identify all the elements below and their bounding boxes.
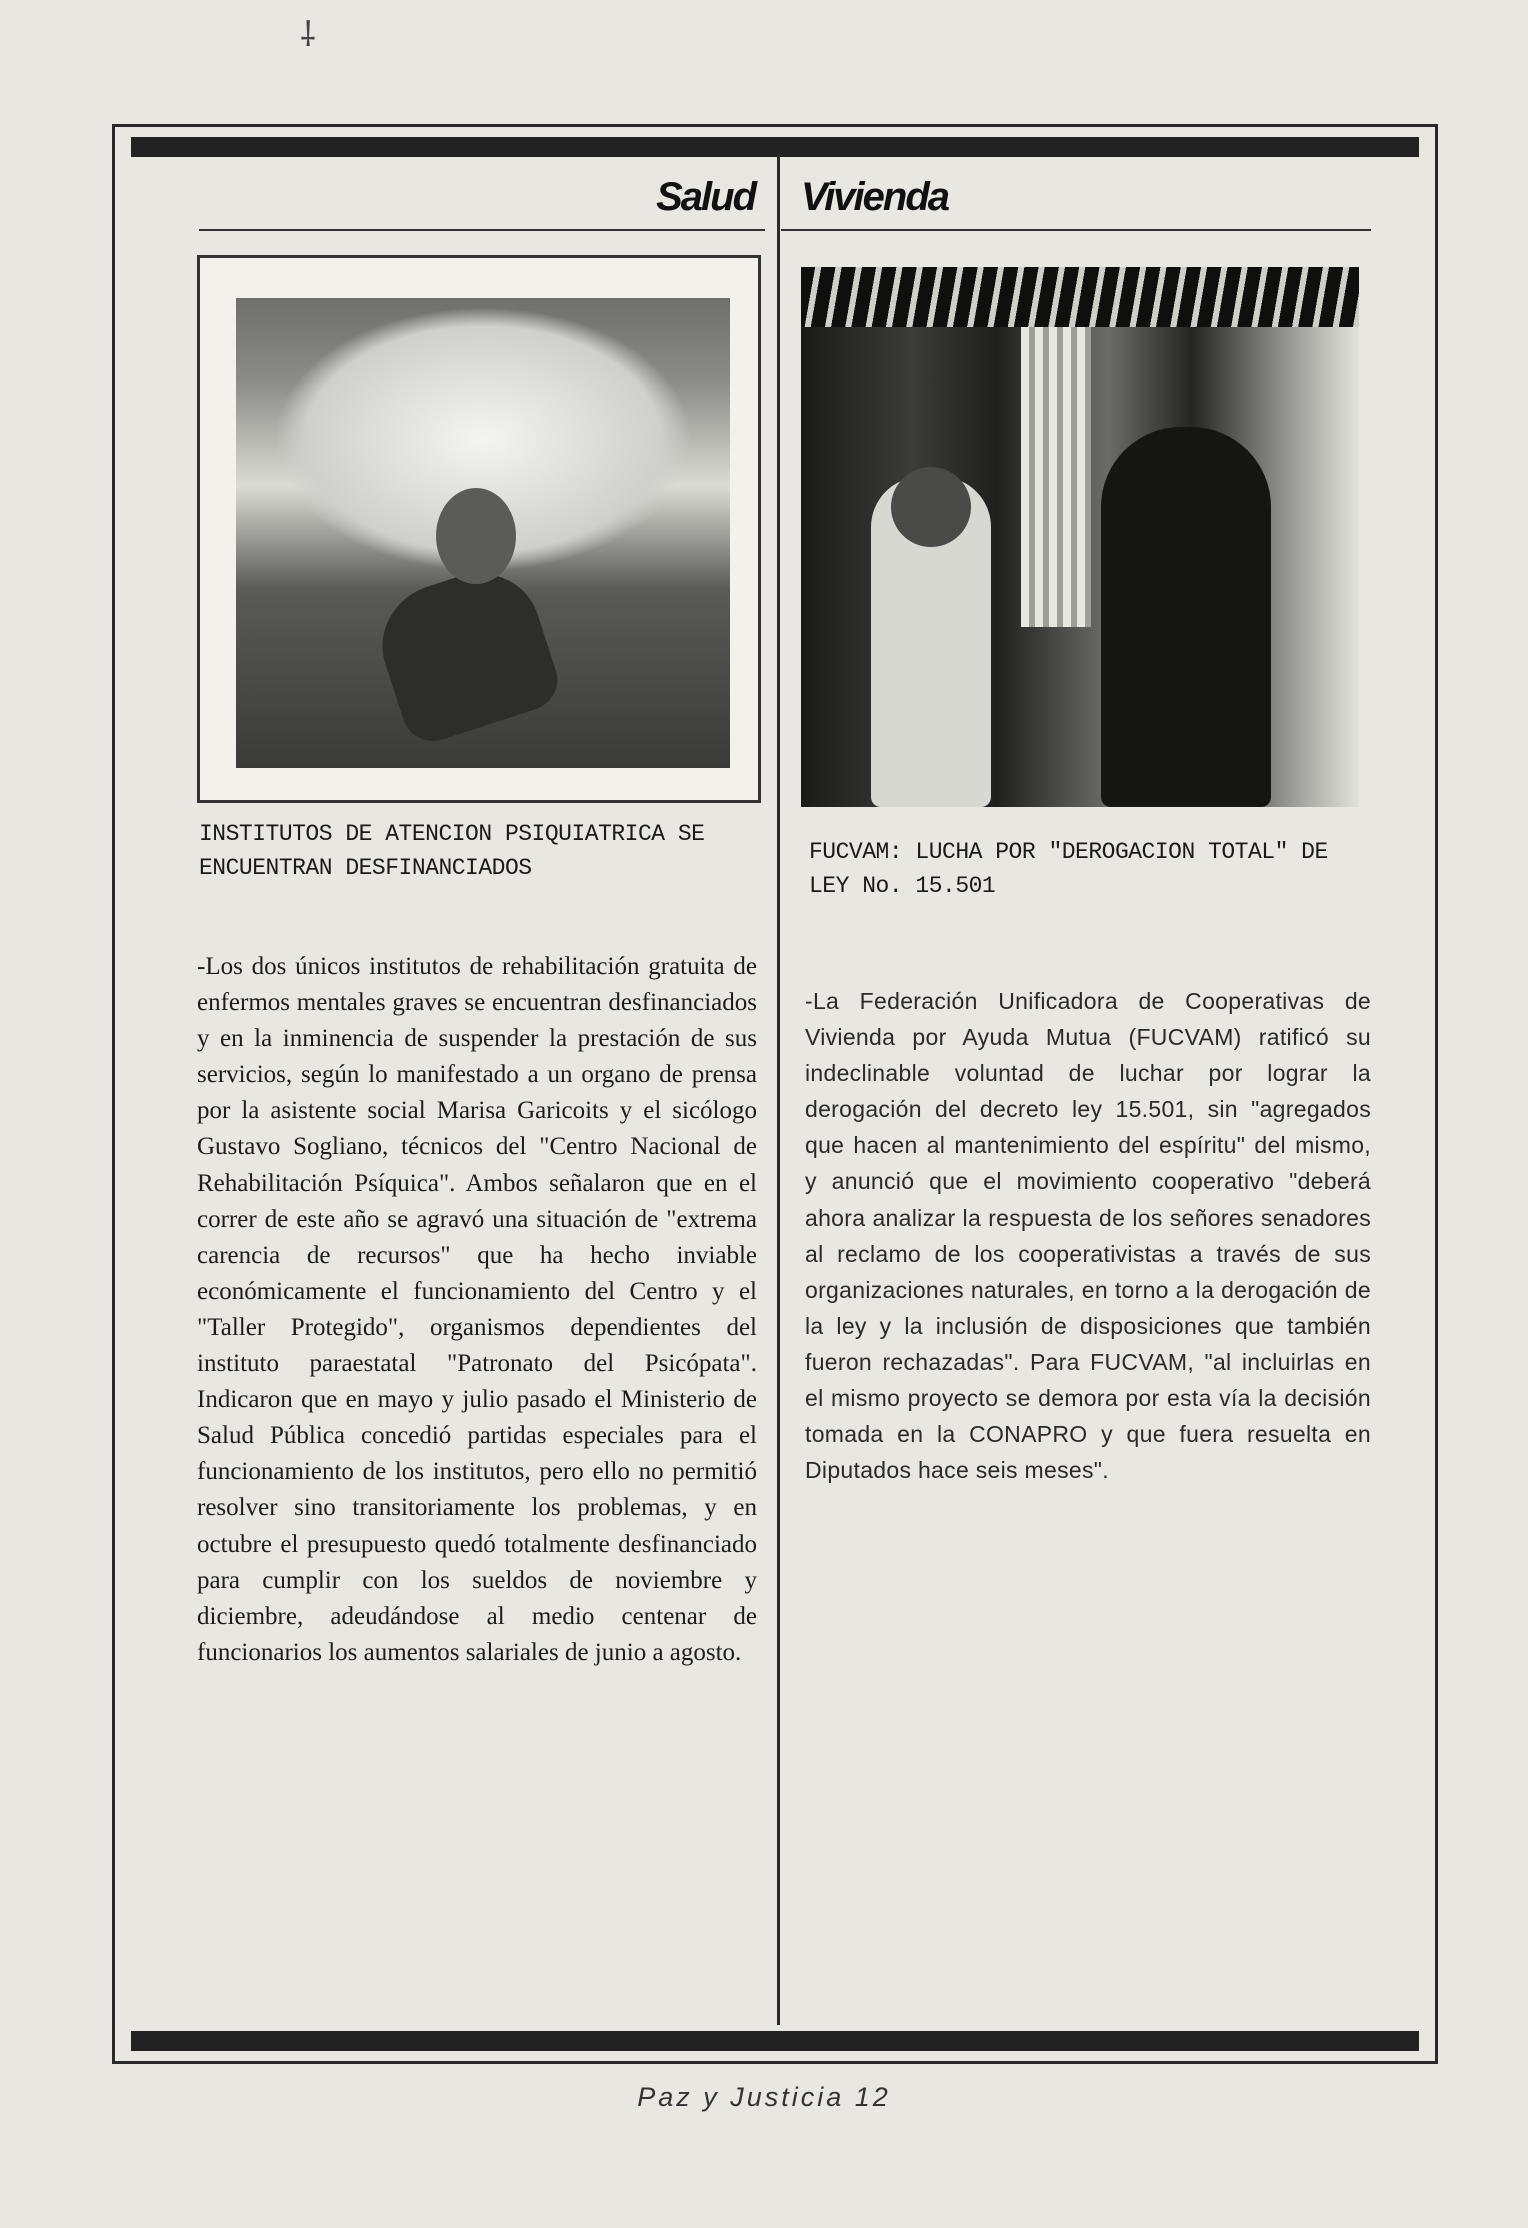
stray-mark: ⸸ [300,17,316,54]
person-left-head [891,467,971,547]
section-title-vivienda: Vivienda [801,175,949,219]
left-header-rule [199,229,765,231]
child-head [436,488,516,584]
left-photo-frame [197,255,761,803]
section-title-salud: Salud [656,175,755,219]
bottom-band [131,2031,1419,2051]
column-divider [777,153,780,2025]
roof-shading [801,267,1359,327]
person-left [871,477,991,807]
cooperative-photo [801,267,1359,807]
right-article-body: -La Federación Unificadora de Cooperativas de Vivienda por Ayuda Mutua (FUCVAM) ratificó su indeclinable voluntad de luchar por lograr la derogación del decreto ley 15.501, sin "agregados que hacen al mantenimiento del espíritu" del mismo, y anunció que el movimiento cooperativo "deberá ahora analizar la respuesta de los señores senadores al reclamo de los cooperativistas a través de sus organizaciones naturales, en torno a la derogación de la ley y la inclusión de disposiciones que también fueron rechazadas". Para FUCVAM, "al incluirlas en el mismo proyecto se demora por esta vía la decisión tomada en la CONAPRO y que fuera resuelta en Diputados hace seis meses". [805,988,1371,1484]
right-header-rule [781,229,1371,231]
left-article-body: -Los dos únicos institutos de rehabilitación gratuita de enfermos mentales graves se encuentran desfinanciados y en la inminencia de suspender la prestación de sus servicios, según lo manifestado a un organo de prensa por la asistente social Marisa Garicoits y el sicólogo Gustavo Sogliano, técnicos del "Centro Nacional de Rehabilitación Psíquica". Ambos señalaron que en el correr de este año se agravó una situación de "extrema carencia de recursos" que ha hecho inviable económicamente el funcionamiento del Centro y el "Taller Protegido", organismos dependientes del instituto paraestatal "Patronato del Psicópata". Indicaron que en mayo y julio pasado el Ministerio de Salud Pública concedió partidas especiales para el funcionamiento de los institutos, pero ello no permitió resolver sino transitoriamente los problemas, y en octubre el presupuesto quedó totalmente desfinanciado para cumplir con los sueldos de noviembre y diciembre, adeudándose al medio centenar de funcionarios los aumentos salariales de junio a agosto. [197,953,757,1666]
curtain [1021,327,1091,627]
left-headline: INSTITUTOS DE ATENCION PSIQUIATRICA SE ENCUENTRAN DESFINANCIADOS [199,821,705,881]
right-headline: FUCVAM: LUCHA POR "DEROGACION TOTAL" DE LEY No. 15.501 [809,839,1328,899]
top-band [131,137,1419,157]
person-right [1101,427,1271,807]
page-frame [112,124,1438,2064]
page-footer: Paz y Justicia 12 [637,2082,891,2112]
child-photo [236,298,730,768]
child-figure [367,557,566,749]
